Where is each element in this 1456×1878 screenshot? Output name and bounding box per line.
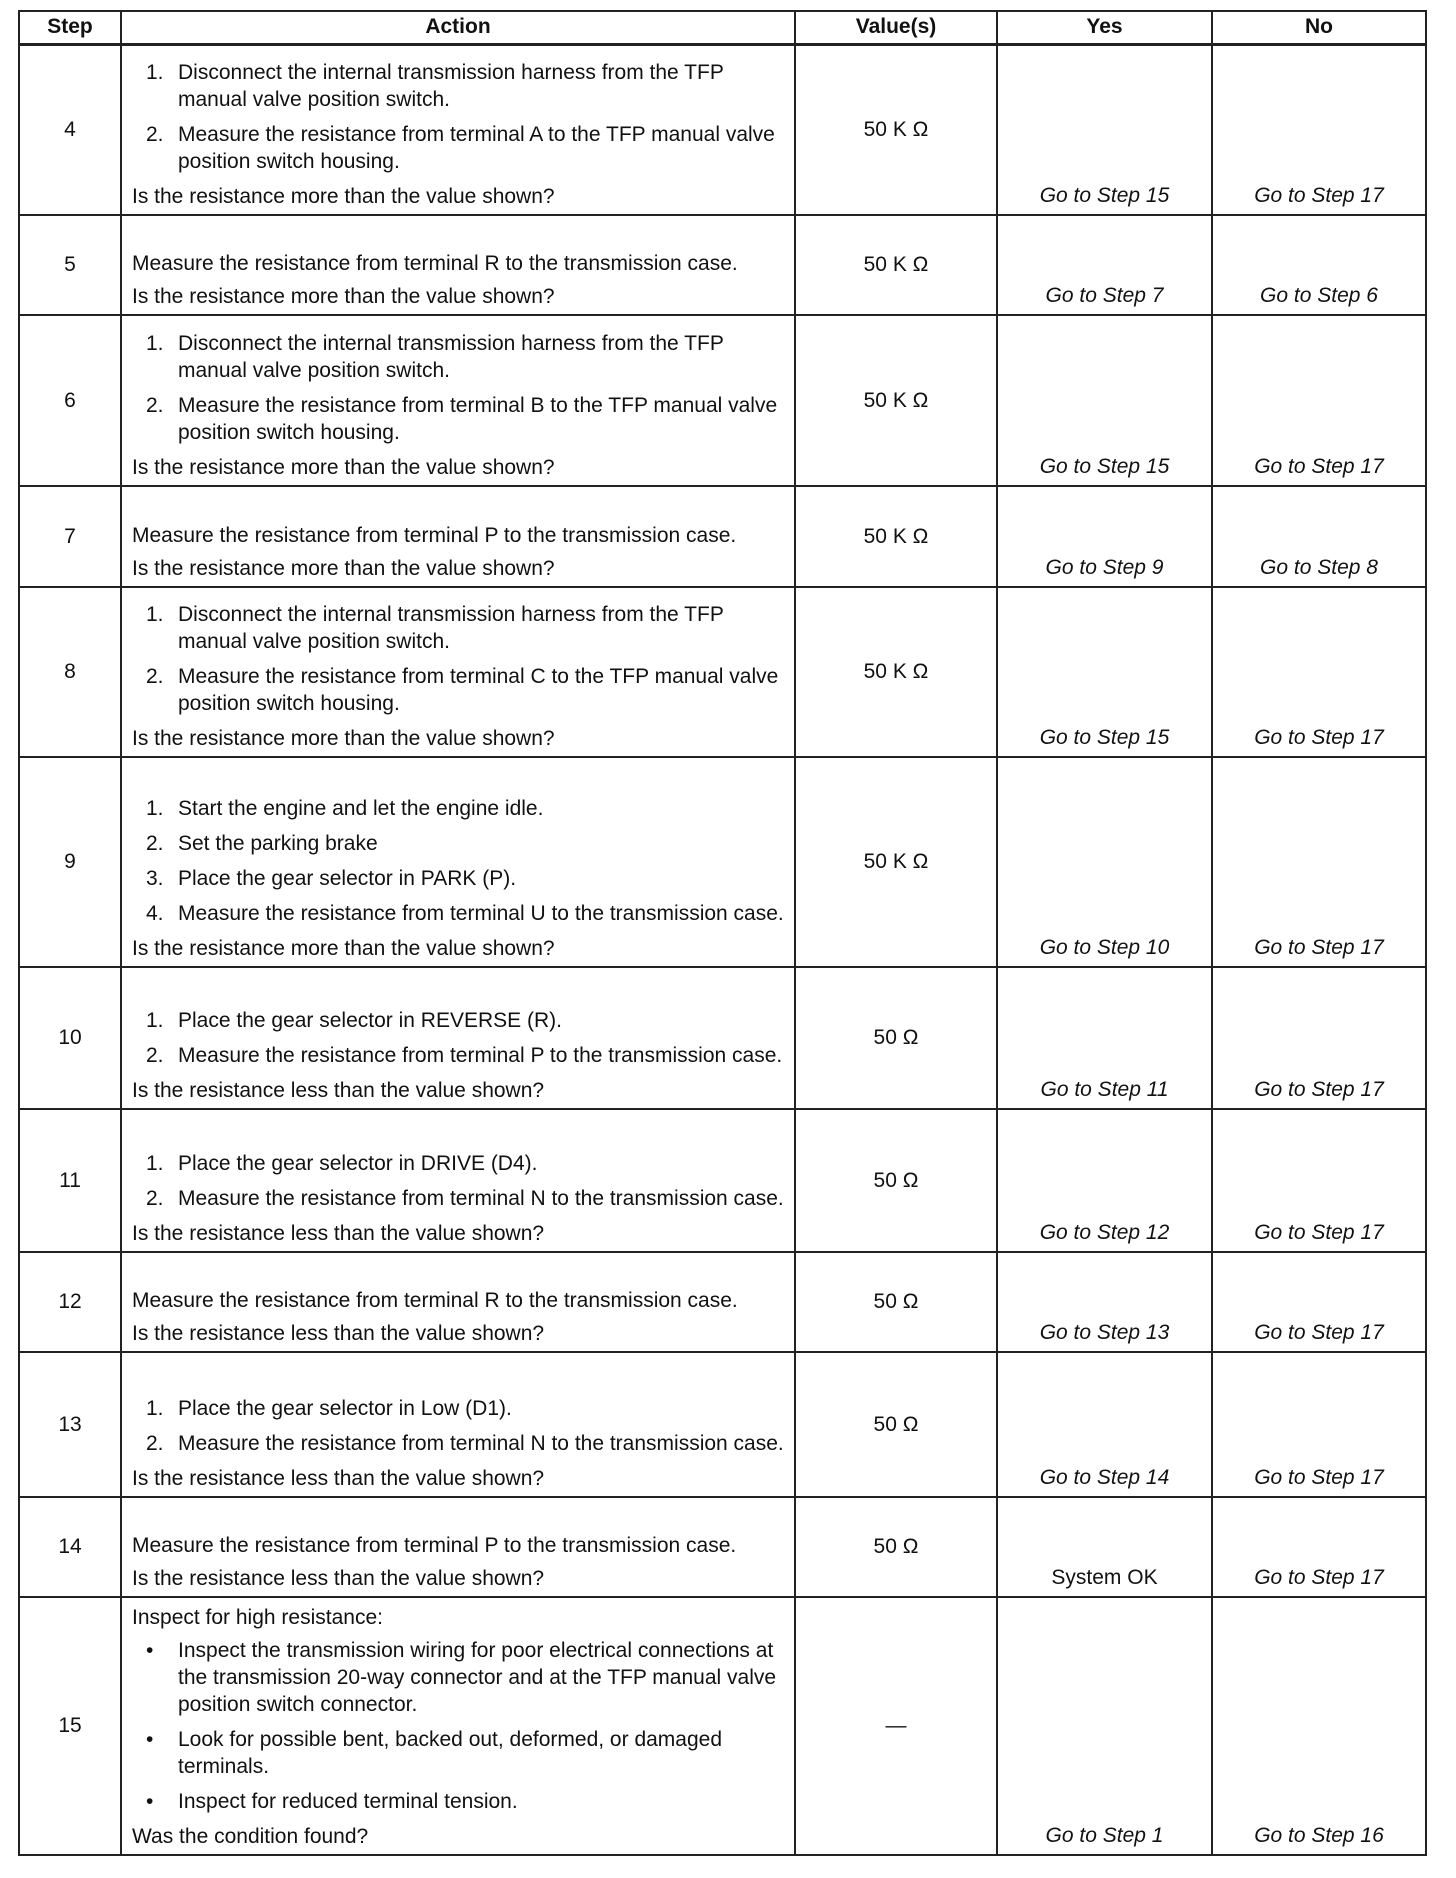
- action-item: 1. Disconnect the internal transmission harness from the TFP manual valve position switch.: [146, 61, 724, 111]
- value-cell: —: [795, 1597, 997, 1855]
- action-question: Is the resistance more than the value shown?: [132, 456, 555, 479]
- step-number: 10: [19, 967, 121, 1109]
- table-row: [19, 315, 1426, 486]
- action-item: 1. Place the gear selector in Low (D1).: [146, 1397, 512, 1420]
- action-question: Is the resistance less than the value shown?: [132, 1079, 545, 1102]
- action-intro: Measure the resistance from terminal R to the transmission case.: [132, 252, 738, 275]
- step-number: 4: [19, 44, 121, 215]
- action-item: 2. Measure the resistance from terminal N to the transmission case.: [146, 1187, 784, 1210]
- table-row: [19, 215, 1426, 315]
- value-cell: 50 K Ω: [795, 486, 997, 587]
- step-number: 7: [19, 486, 121, 587]
- no-cell: Go to Step 17: [1212, 587, 1426, 757]
- step-number: 6: [19, 315, 121, 486]
- action-item: 2. Measure the resistance from terminal C to the TFP manual valve position switch housing.: [146, 665, 779, 715]
- table-row: [19, 967, 1426, 1109]
- action-question: Is the resistance more than the value shown?: [132, 557, 555, 580]
- action-item: 1. Place the gear selector in DRIVE (D4).: [146, 1152, 538, 1175]
- yes-cell: Go to Step 11: [997, 967, 1212, 1109]
- action-intro: Measure the resistance from terminal P to the transmission case.: [132, 524, 737, 547]
- value-cell: 50 K Ω: [795, 215, 997, 315]
- value-cell: 50 K Ω: [795, 757, 997, 967]
- value-cell: 50 Ω: [795, 967, 997, 1109]
- action-item: 1. Disconnect the internal transmission harness from the TFP manual valve position switch.: [146, 603, 724, 653]
- action-cell: [121, 1352, 795, 1497]
- action-cell: [121, 1597, 795, 1855]
- action-intro: Measure the resistance from terminal P to the transmission case.: [132, 1534, 737, 1557]
- no-cell: Go to Step 17: [1212, 315, 1426, 486]
- action-item: • Look for possible bent, backed out, deformed, or damaged terminals.: [146, 1728, 723, 1778]
- action-item: 2. Measure the resistance from terminal B to the TFP manual valve position switch housing.: [146, 394, 778, 444]
- value-cell: 50 K Ω: [795, 315, 997, 486]
- action-item: 3. Place the gear selector in PARK (P).: [146, 867, 517, 890]
- action-question: Was the condition found?: [132, 1825, 369, 1848]
- yes-cell: Go to Step 1: [997, 1597, 1212, 1855]
- yes-cell: Go to Step 12: [997, 1109, 1212, 1252]
- action-question: Is the resistance more than the value shown?: [132, 727, 555, 750]
- no-cell: Go to Step 16: [1212, 1597, 1426, 1855]
- action-cell: [121, 1252, 795, 1352]
- action-item: • Inspect the transmission wiring for poor electrical connections at the transmission 20-way connector and at the TFP manual valve position switch connector.: [146, 1639, 777, 1716]
- yes-cell: Go to Step 14: [997, 1352, 1212, 1497]
- no-cell: Go to Step 6: [1212, 215, 1426, 315]
- table-row: [19, 44, 1426, 215]
- header-action: Action: [121, 11, 795, 44]
- action-item: 2. Measure the resistance from terminal P to the transmission case.: [146, 1044, 783, 1067]
- action-cell: [121, 44, 795, 215]
- header-step: Step: [19, 11, 121, 44]
- action-cell: [121, 315, 795, 486]
- value-cell: 50 K Ω: [795, 587, 997, 757]
- table-row: [19, 486, 1426, 587]
- no-cell: Go to Step 17: [1212, 1352, 1426, 1497]
- action-item: 1. Disconnect the internal transmission harness from the TFP manual valve position switch.: [146, 332, 724, 382]
- action-item: 4. Measure the resistance from terminal U to the transmission case.: [146, 902, 784, 925]
- action-cell: [121, 1109, 795, 1252]
- no-cell: Go to Step 17: [1212, 757, 1426, 967]
- action-cell: [121, 215, 795, 315]
- action-item: 2. Set the parking brake: [146, 832, 378, 855]
- action-item: 2. Measure the resistance from terminal A to the TFP manual valve position switch housing.: [146, 123, 775, 173]
- action-cell: [121, 967, 795, 1109]
- yes-cell: Go to Step 10: [997, 757, 1212, 967]
- action-cell: [121, 486, 795, 587]
- no-cell: Go to Step 17: [1212, 1109, 1426, 1252]
- value-cell: 50 Ω: [795, 1252, 997, 1352]
- action-item: • Inspect for reduced terminal tension.: [146, 1790, 518, 1813]
- step-number: 13: [19, 1352, 121, 1497]
- diagnostic-table: [18, 10, 1427, 1856]
- value-cell: 50 Ω: [795, 1497, 997, 1597]
- step-number: 5: [19, 215, 121, 315]
- table-row: [19, 1352, 1426, 1497]
- step-number: 15: [19, 1597, 121, 1855]
- step-number: 14: [19, 1497, 121, 1597]
- action-question: Is the resistance less than the value shown?: [132, 1222, 545, 1245]
- action-question: Is the resistance more than the value shown?: [132, 285, 555, 308]
- table-row: [19, 587, 1426, 757]
- yes-cell: Go to Step 15: [997, 587, 1212, 757]
- value-cell: 50 Ω: [795, 1352, 997, 1497]
- action-intro: Inspect for high resistance:: [132, 1606, 383, 1629]
- action-question: Is the resistance less than the value shown?: [132, 1467, 545, 1490]
- step-number: 8: [19, 587, 121, 757]
- header-no: No: [1212, 11, 1426, 44]
- action-question: Is the resistance more than the value shown?: [132, 937, 555, 960]
- no-cell: Go to Step 17: [1212, 44, 1426, 215]
- action-cell: [121, 757, 795, 967]
- table-row: [19, 1252, 1426, 1352]
- yes-cell: Go to Step 9: [997, 486, 1212, 587]
- step-number: 11: [19, 1109, 121, 1252]
- action-item: 1. Place the gear selector in REVERSE (R).: [146, 1009, 562, 1032]
- step-number: 9: [19, 757, 121, 967]
- no-cell: Go to Step 17: [1212, 967, 1426, 1109]
- header-yes: Yes: [997, 11, 1212, 44]
- yes-cell: Go to Step 15: [997, 44, 1212, 215]
- action-intro: Measure the resistance from terminal R to the transmission case.: [132, 1289, 738, 1312]
- action-question: Is the resistance more than the value shown?: [132, 185, 555, 208]
- step-number: 12: [19, 1252, 121, 1352]
- yes-cell: Go to Step 13: [997, 1252, 1212, 1352]
- table-row: [19, 1597, 1426, 1855]
- table-row: [19, 1109, 1426, 1252]
- action-item: 2. Measure the resistance from terminal N to the transmission case.: [146, 1432, 784, 1455]
- action-cell: [121, 1497, 795, 1597]
- table-row: [19, 1497, 1426, 1597]
- yes-cell: System OK: [997, 1497, 1212, 1597]
- value-cell: 50 K Ω: [795, 44, 997, 215]
- yes-cell: Go to Step 7: [997, 215, 1212, 315]
- no-cell: Go to Step 17: [1212, 1497, 1426, 1597]
- action-question: Is the resistance less than the value shown?: [132, 1567, 545, 1590]
- header-row: [19, 11, 1426, 44]
- action-question: Is the resistance less than the value shown?: [132, 1322, 545, 1345]
- header-values: Value(s): [795, 11, 997, 44]
- yes-cell: Go to Step 15: [997, 315, 1212, 486]
- no-cell: Go to Step 17: [1212, 1252, 1426, 1352]
- action-item: 1. Start the engine and let the engine idle.: [146, 797, 544, 820]
- value-cell: 50 Ω: [795, 1109, 997, 1252]
- table-row: [19, 757, 1426, 967]
- no-cell: Go to Step 8: [1212, 486, 1426, 587]
- action-cell: [121, 587, 795, 757]
